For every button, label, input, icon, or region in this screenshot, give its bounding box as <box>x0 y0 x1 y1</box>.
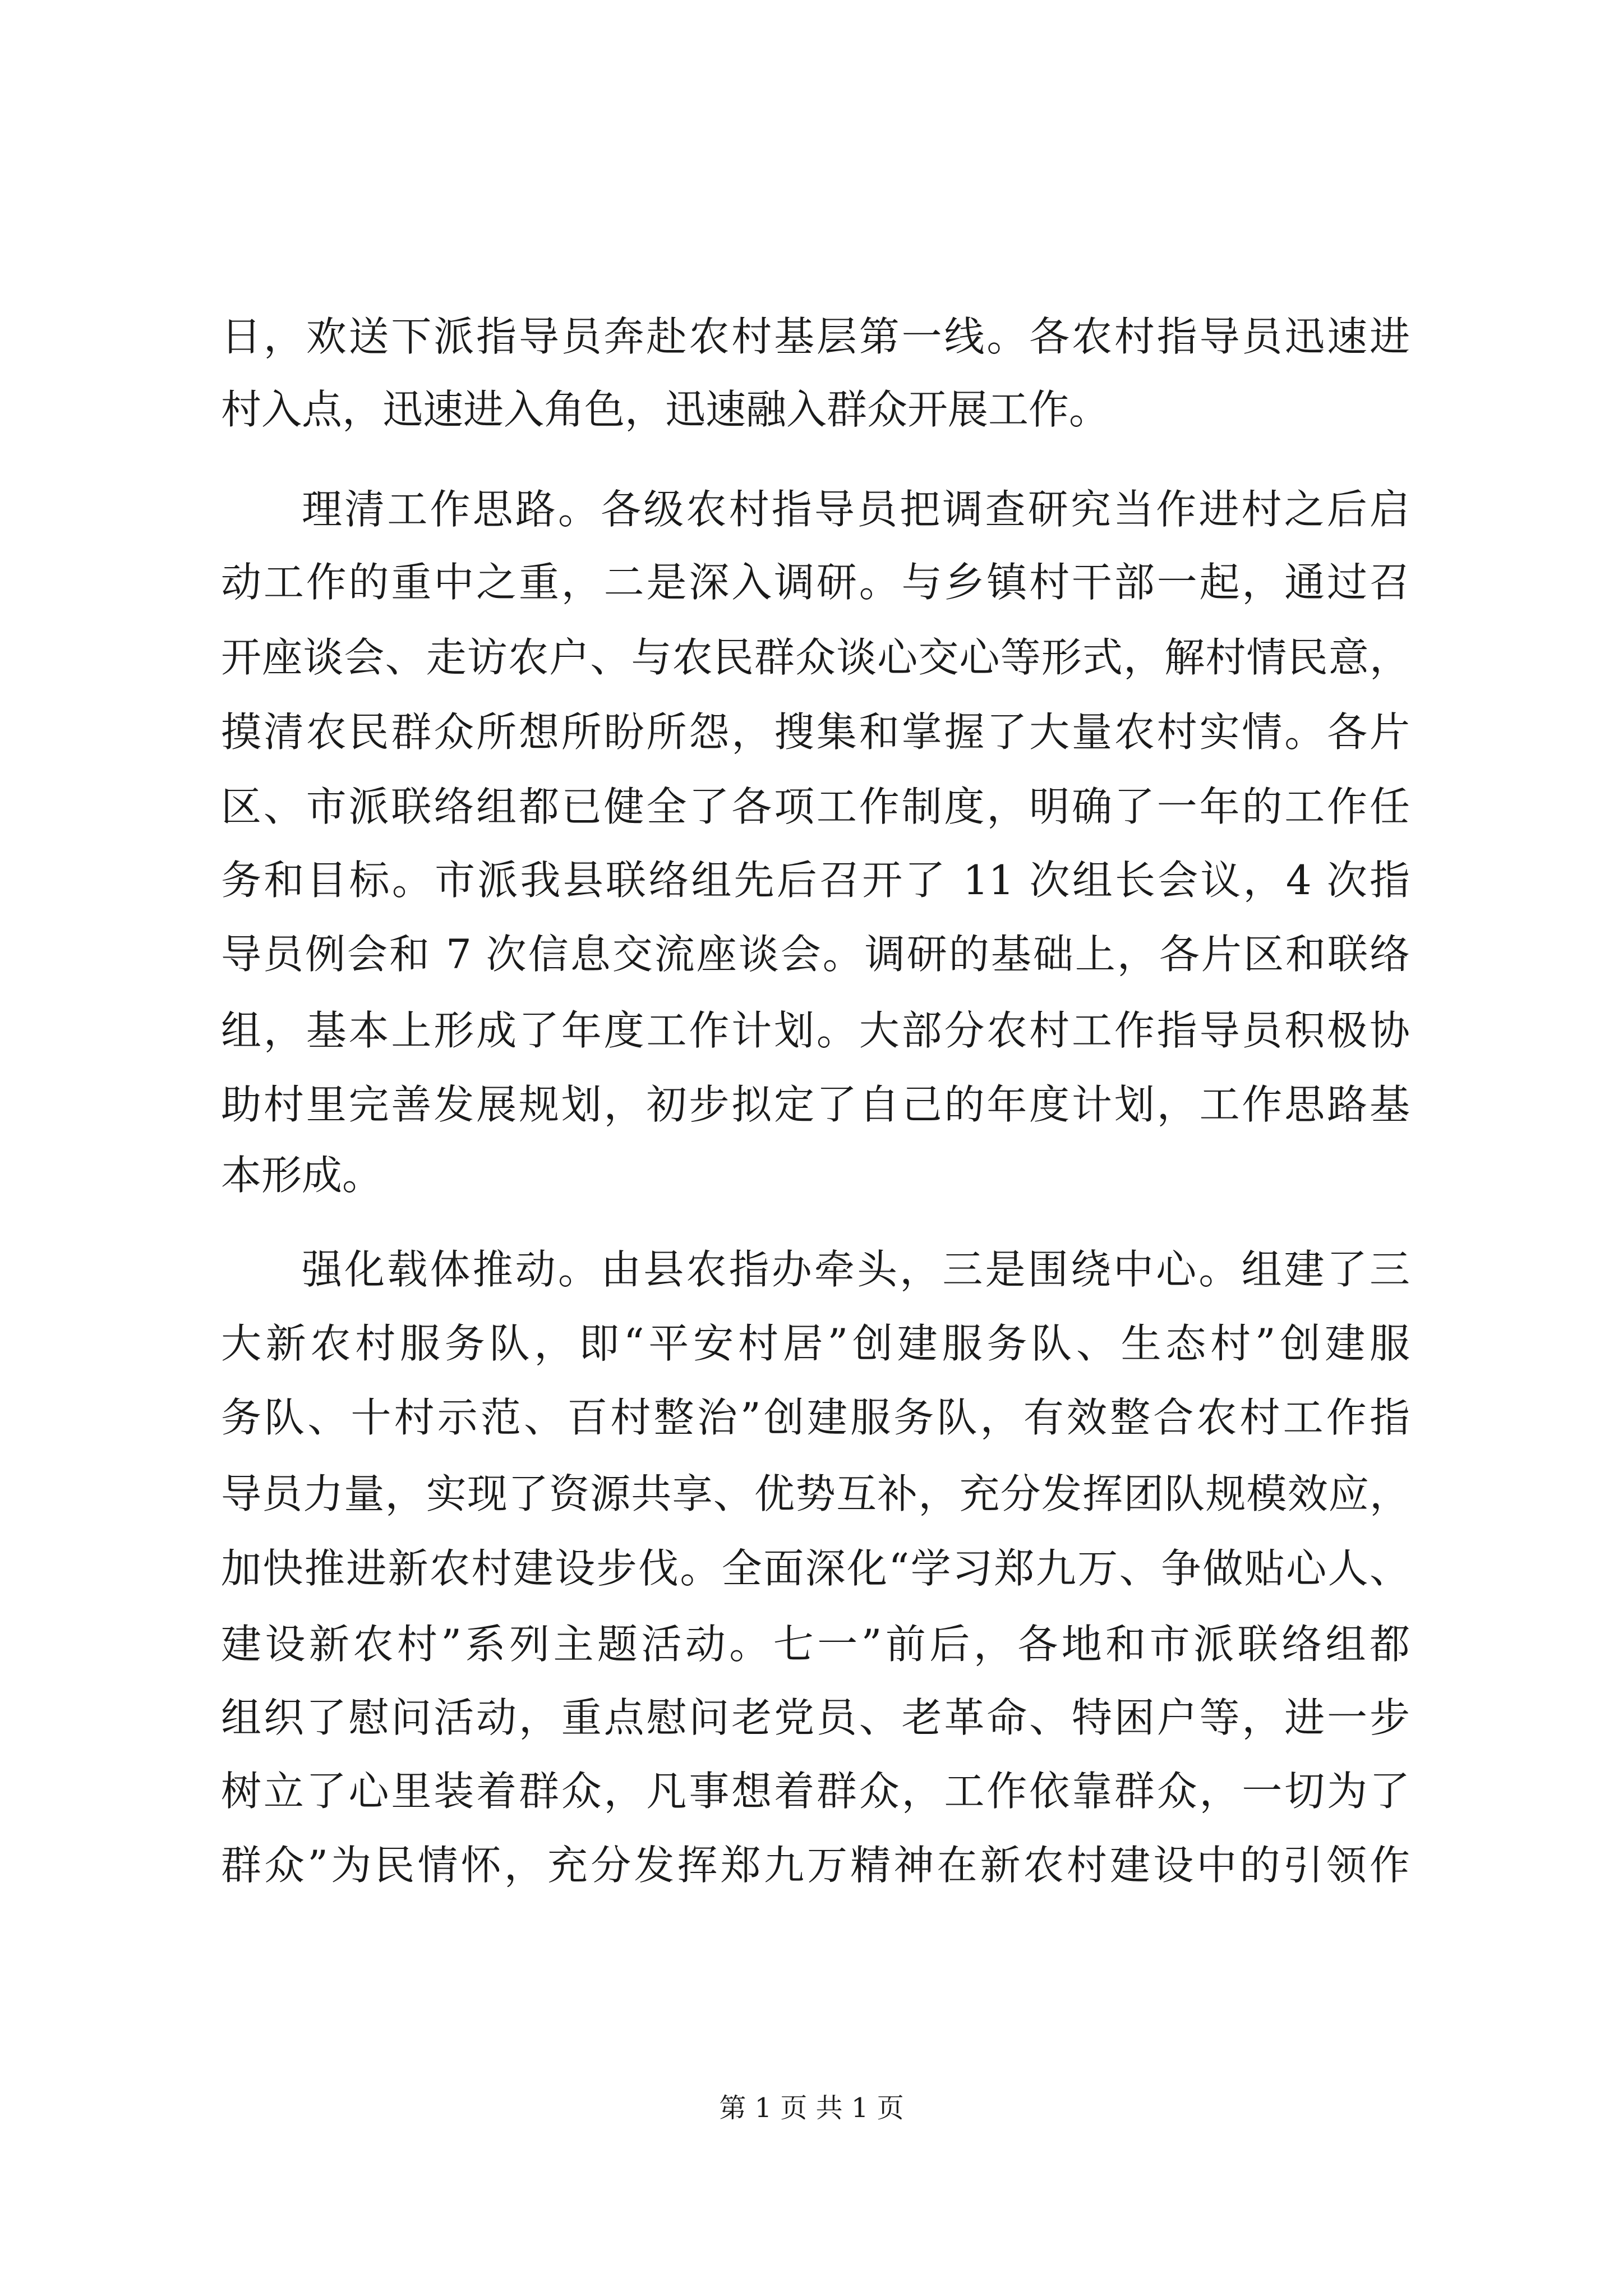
paragraph-line: 开座谈会、走访农户、与农民群众谈心交心等形式，解村情民意， <box>221 634 1410 681</box>
page-number-footer: 第 1 页 共 1 页 <box>719 2092 904 2124</box>
paragraph-line: 组，基本上形成了年度工作计划。大部分农村工作指导员积极协 <box>221 1007 1410 1054</box>
paragraph-line: 摸清农民群众所想所盼所怨，搜集和掌握了大量农村实情。各片 <box>221 708 1410 756</box>
paragraph-line: 动工作的重中之重，二是深入调研。与乡镇村干部一起，通过召 <box>221 559 1410 606</box>
paragraph-line: 加快推进新农村建设步伐。全面深化“学习郑九万、争做贴心人、 <box>221 1545 1410 1592</box>
paragraph-line: 务队、十村示范、百村整治”创建服务队，有效整合农村工作指 <box>221 1394 1410 1441</box>
paragraph-line: 日，欢送下派指导员奔赴农村基层第一线。各农村指导员迅速进 <box>221 313 1410 360</box>
paragraph-line: 导员例会和 7 次信息交流座谈会。调研的基础上，各片区和联络 <box>221 931 1410 978</box>
paragraph-line: 建设新农村”系列主题活动。七一”前后，各地和市派联络组都 <box>221 1621 1410 1668</box>
paragraph-line: 助村里完善发展规划，初步拟定了自己的年度计划，工作思路基 <box>221 1081 1410 1128</box>
paragraph-line: 树立了心里装着群众，凡事想着群众，工作依靠群众，一切为了 <box>221 1768 1410 1815</box>
paragraph-line: 本形成。 <box>221 1152 383 1199</box>
paragraph-line: 大新农村服务队，即“平安村居”创建服务队、生态村”创建服 <box>221 1320 1410 1367</box>
paragraph-line: 村入点，迅速进入角色，迅速融入群众开展工作。 <box>221 386 1110 433</box>
paragraph-line: 群众”为民情怀，充分发挥郑九万精神在新农村建设中的引领作 <box>221 1842 1410 1889</box>
paragraph-line: 强化载体推动。由县农指办牵头，三是围绕中心。组建了三 <box>302 1246 1410 1293</box>
paragraph-line: 理清工作思路。各级农村指导员把调查研究当作进村之后启 <box>302 486 1410 533</box>
paragraph-line: 务和目标。市派我县联络组先后召开了 11 次组长会议，4 次指 <box>221 857 1410 904</box>
paragraph-line: 区、市派联络组都已健全了各项工作制度，明确了一年的工作任 <box>221 783 1410 830</box>
paragraph-line: 组织了慰问活动，重点慰问老党员、老革命、特困户等，进一步 <box>221 1694 1410 1741</box>
paragraph-line: 导员力量，实现了资源共享、优势互补，充分发挥团队规模效应， <box>221 1470 1410 1517</box>
